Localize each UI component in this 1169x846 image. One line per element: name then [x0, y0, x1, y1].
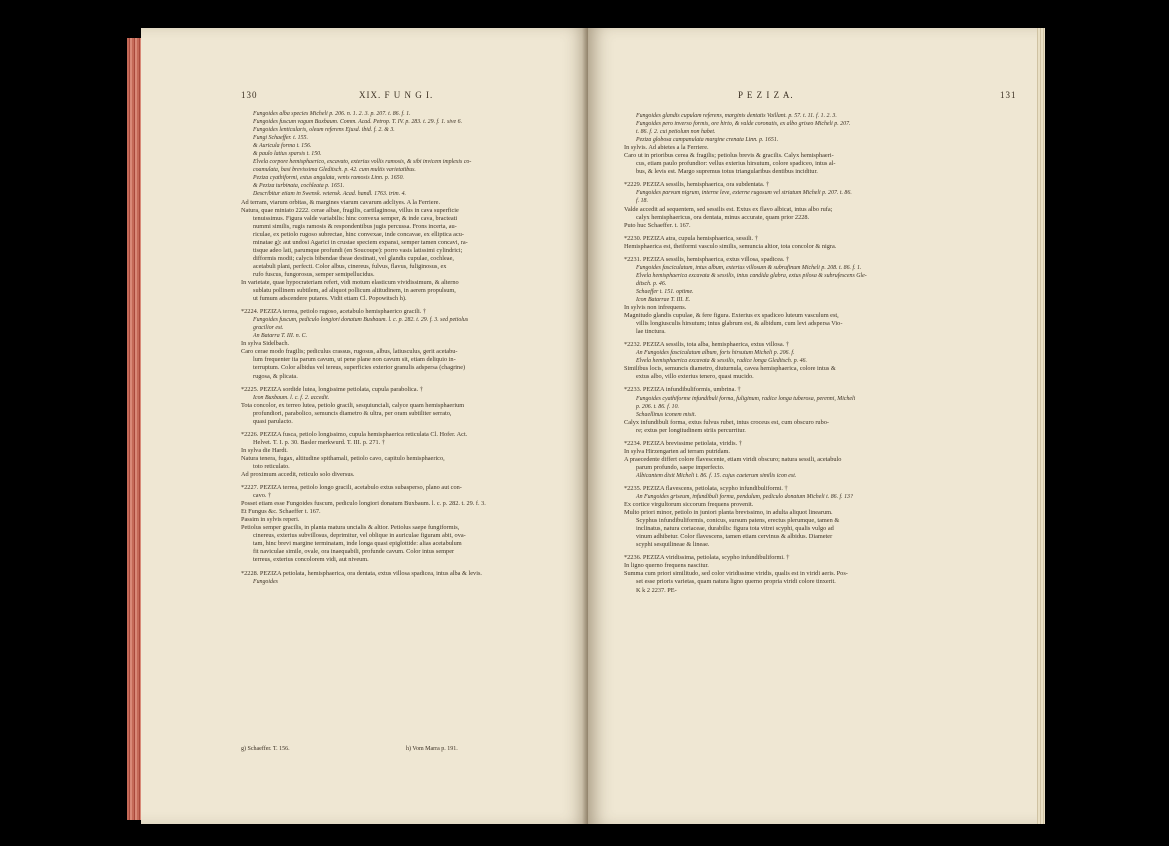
text-line: *2231. PEZIZA sessilis, hemisphaerica, extus villosa, spadicea. † [624, 255, 790, 263]
text-line: ut fumum adscendere putares. Vidit etiam Cl. Popowitsch h). [253, 295, 407, 303]
text-line: coamulata, basi brevissima Gleditsch. p. 42. cum multis varietatibus. [253, 167, 416, 174]
text-line: Schaeffer t. 151. optime. [636, 288, 694, 295]
text-line: & Peziza turbinata, cochleata p. 1651. [253, 183, 345, 190]
text-line: In sylva Hirzengarten ad terram putridam. [624, 447, 730, 455]
text-line: vinum adhibetur. Color flavescens, tamen etiam cervinus & albidus. Diameter [636, 533, 833, 541]
text-line: cus, etiam paulo profundior: vellus exterius hirsutum, colore spadiceo, intus al- [636, 160, 836, 168]
text-line: Peziza globosa campanulata margine crenata Linn. p. 1651. [636, 137, 779, 144]
text-line: cinereus, exterius subvillosus, deprimitur, vel oblique in auriculae figuram abit, ova- [253, 532, 466, 540]
text-line: An Fungoides griseum, infundibuli forma, pendulum, pediculo donatum Micheli t. 86. f. 13? [636, 494, 853, 501]
text-line: Natura, quae miniato 2222. cerae albae, fragilis, cartilaginosa, villus in cava superficie [241, 206, 459, 214]
text-line: profundiori, parabolico, semuncis diametro & ultra, per oram subtiliter serrato, [253, 409, 452, 417]
text-line: Schaellinus iconem misit. [636, 411, 697, 418]
text-line: nummi similis, rugis ramosis & respondentibus jugis percussa. Frons incerta, au- [253, 222, 457, 230]
text-line: Elvela corpore hemisphaerico, excavato, exterius vollis ramosis, & sibi invicem implexis co- [253, 159, 472, 166]
text-line: Fungi Schaeffer. t. 155. [253, 135, 308, 142]
text-line: t. 86. f. 2. cui petiolum non habet. [636, 129, 716, 136]
text-line: *2236. PEZIZA viridissima, petiolata, scypho infundibuliformi. † [624, 554, 790, 562]
left-running-head: XIX. F U N G I. [359, 90, 434, 100]
text-line: In varietate, quae hypocrateriam refert, vidi motum elasticum vividissimum, & alterno [241, 278, 459, 286]
text-line: riculae, ex petiolo rugoso subrectae, hinc convexae, inde concavae, ex elliptica acu- [253, 230, 465, 238]
text-line: In sylvis non infrequens. [624, 304, 687, 312]
text-line: Describitur etiam in Swensk. vetensk. Acad. handl. 1763. trim. 4. [253, 191, 407, 198]
right-page-number: 131 [1000, 90, 1017, 100]
text-line: An Batarra T. III. n. C. [253, 333, 308, 340]
text-line: p. 206. t. 86. f. 10. [636, 403, 680, 410]
text-line: ditsch. p. 46. [636, 280, 667, 287]
text-line: tenuissimus. Figura valde variabilis: hinc convexa semper, & inde cava, bracteati [253, 214, 458, 222]
text-line: gracilior est. [253, 325, 284, 332]
text-line: Caro cerae modo fragilis; pediculus crassus, rugosus, albus, latiusculus, gerit acetabu- [241, 348, 458, 356]
text-line: *2226. PEZIZA fusca, petiolo longissimo, cupula hemisphaerica reticulata Cl. Hofer. Act. [241, 430, 468, 438]
text-line: Albicantem dixit Micheli t. 86. f. 15. cujus caeterum similis icon est. [636, 472, 797, 479]
text-line: Elvela hemisphaerica excavata & sessilis, intus candida glabra, extus pilosa & subrufescens Gle- [636, 272, 867, 279]
left-page-number: 130 [241, 90, 258, 100]
text-line: & Auricula forma t. 156. [253, 143, 312, 150]
text-line: Fungoides parvum nigrum, interne leve, externe rugosum vel striatum Micheli p. 207. t. 86. [636, 190, 852, 197]
text-line: parum profundo, saepe imperfecto. [636, 463, 725, 471]
text-line: *2233. PEZIZA infundibuliformis, umbrina. † [624, 386, 741, 394]
right-text-block [624, 112, 1004, 595]
text-line: Ad terram, viarum orbitas, & margines viarum cavarum adcliyes. A la Ferriere. [241, 198, 441, 206]
text-line: set esse prioris varietas, quam natura ligno querno propria viridi colore tinxerit. [636, 578, 836, 586]
text-line: f. 18. [636, 198, 648, 205]
text-line: *2229. PEZIZA sessilis, hemisphaerica, ora subdentata. † [624, 181, 770, 189]
text-line: Icon Buxbaum. l. c. f. 2. accedit. [253, 394, 330, 401]
text-line: calyx hemisphaericus, ora dentata, minus accurate, quam prior 2228. [636, 213, 810, 221]
open-book [127, 20, 1045, 826]
text-line: Magnitudo glandis cupulae, & fere figura. Exterius ex spadiceo luteum vasculum est, [624, 312, 839, 320]
text-line: Ex cortice virgultorum siccorum frequens provenit. [624, 501, 754, 509]
text-line: Posset etiam esse Fungoides fuscum, pediculo longiori donatum Buxbaum. l. c. p. 282. t. 29. f. 3. [241, 500, 486, 508]
footnote-g: g) Schaeffer. T. 156. [241, 746, 290, 752]
text-line: Et Fungus &c. Schaeffer t. 167. [241, 508, 321, 516]
text-line: Summa cum priori similitudo, sed color viridissime viridis, qualis est in viridi aeris. Pos- [624, 570, 848, 578]
text-line: rufo fuscus, fungorosus, semper semipellucidus. [253, 270, 375, 278]
text-line: Fungoides pero inverso formis, ore hirto, & valde coronatis, ex albo griseo Micheli p. 207. [636, 121, 851, 128]
text-line: tam, hinc brevi margine terminatam, inde longa quasi epiglottide: alias acetabulum [253, 540, 462, 548]
text-line: rugosa, & plicata. [253, 372, 298, 380]
text-line: Calyx infundibuli forma, extus fulvus rubet, intus croceus est, cum obscuro rubo- [624, 418, 829, 426]
text-line: Scyphus infundibuliformis, conicus, sursum patens, erectus plerumque, tamen & [636, 517, 840, 525]
text-line: In sylvis. Ad abietes a la Ferriere. [624, 144, 709, 152]
text-line: K k 2 2237. PE- [636, 586, 677, 594]
text-line: Fungoides alba species Micheli p. 206. n. 1. 2. 3. p. 207. t. 86. f. 1. [253, 111, 411, 117]
text-line: villis longiusculis hirsutum; intus glabrum est, & albidum, cum levi adspersa Vio- [636, 320, 843, 328]
text-line: Puto huc Schaeffer. t. 167. [624, 221, 691, 229]
text-line: Tota concolor, ex terreo lutea, petiolo gracili, sesquiunciali, calyce quam hemisphaerium [241, 401, 465, 409]
text-line: *2225. PEZIZA sordide lutea, longissime petiolata, cupula parabolica. † [241, 385, 423, 393]
text-line: Multo priori minor, petiolo in juniori planta brevissimo, in adulta aliquot linearum. [624, 509, 833, 517]
text-line: *2224. PEZIZA terrea, petiolo rugoso, acetabulo hemisphaerico gracili. † [241, 308, 427, 316]
text-line: Fungoides glandis cupulam referens, marginis dentatis Vaillant. p. 57. t. 11. f. 1. 2. 3. [636, 113, 837, 119]
text-line: Icon Batarrae T. III. E. [636, 296, 691, 303]
text-line: inclinatus, natura coriaceae, durabilis: figura tota vitrei scyphi, qualis vulgo ad [636, 525, 834, 533]
right-running-head: P E Z I Z A. [738, 90, 794, 100]
text-line: Fungoides fuscum vagum Buxbaum. Comm. Acad. Petrop. T. IV. p. 283. t. 29. f. 1. sive 6. [253, 119, 463, 126]
text-line: lum frequenter ita parum cavum, ut pene plane non cavum sit, etiam deliquio in- [253, 356, 456, 364]
text-line: toto reticulato. [253, 462, 290, 470]
text-line: In sylva Sidelbach. [241, 340, 290, 348]
text-line: quasi parulacto. [253, 417, 293, 425]
text-line: Natura tenera, fugax, altitudine spithamali, petiolo cavo, capitulo hemisphaerico, [241, 454, 445, 462]
text-line: terruptum. Color albidus vel tereus, superficies exterior granulis adspersa (chagrine) [253, 364, 466, 372]
text-line: fit naviculae simile, ovale, ora inaequabili, profunde cavum. Color intus semper [253, 548, 455, 556]
text-line: bus, & levis est. Margo supremus totus triangularibus dentibus inciditur. [636, 168, 818, 176]
text-line: re; extus per longitudinem striis percurritur. [636, 426, 746, 434]
text-line: *2232. PEZIZA sessilis, tota alba, hemisphaerica, extus villosa. † [624, 341, 789, 349]
text-line: scyphi sesquilineae & lineae. [636, 541, 710, 549]
text-line: Similibus locis, semuncis diametro, diuturnula, cavea hemisphaerica, colore intus & [624, 365, 836, 373]
text-line: *2230. PEZIZA atra, cupula hemisphaerica, sessili. † [624, 234, 758, 242]
text-line: difformis modii; calycis bibendae theae destinati, vel glandis cupulae, cochleae, [253, 254, 454, 262]
text-line: *2234. PEZIZA brevissime petiolata, viridis. † [624, 439, 742, 447]
text-line: terreus, exterius concolorem vidi, aut niveum. [253, 556, 369, 564]
text-line: *2235. PEZIZA flavescens, petiolata, scypho infundibuliformi. † [624, 484, 788, 492]
text-line: Hemisphaerica est, theiformi vasculo similis, semuncia altior, tota concolor & nigra. [624, 242, 837, 250]
text-line: Ad proximum accedit, reticulo solo diversus. [241, 471, 355, 479]
text-line: minatae g): aut undosi Agarici in crustae speciem expansi, semper tamen concavi, ra- [253, 238, 468, 246]
text-line: Helvet. T. I. p. 30. Basler merkwurd. T. III. p. 271. † [253, 438, 385, 446]
text-line: An Fungoides fasciculatum album, foris hirsutum Micheli p. 206. f. [636, 350, 795, 357]
text-line: lae tinctura. [636, 328, 666, 336]
text-line: *2227. PEZIZA terrea, petiolo longo gracili, acetabulo extus subasperso, plano aut con- [241, 484, 462, 492]
left-text-block [241, 110, 559, 586]
text-line: Elvela hemisphaerica excavata & sessilis, radice longa Gleditsch. p. 46. [636, 358, 807, 365]
text-line: Fungoides fasciculatum, intus album, exterius villosum & subrufinum Micheli p. 208. t. 86. f. 1. [636, 264, 862, 271]
text-line: tisque adeo lati, parumque profundi (en Soucoupe): porro vasis latissimi cylindrici; [253, 246, 463, 254]
right-page [588, 28, 1037, 824]
text-line: sublatu pollinem subtilem, ad aliquot pollicum altitudinem, in aerem propulsum, [253, 287, 456, 295]
text-line: extus albo, villo exterius tenero, quasi mucido. [636, 373, 754, 381]
text-line: Fungoides fuscum, pediculo longiori donatum Buxbaum. l. c. p. 282. t. 29. f. 3. sed petiolus [253, 317, 469, 324]
text-line: Fungoides lenticularis, oleum referens Ejusd. ibid. f. 2. & 3. [253, 127, 395, 134]
text-line: Caro ut in prioribus cerea & fragilis; petiolus brevis & gracilis. Calyx hemisphaeri- [624, 152, 834, 160]
left-page [141, 28, 588, 824]
text-line: cavo. † [253, 492, 272, 500]
footnote-h: h) Vom Marra p. 191. [406, 746, 458, 752]
text-line: Valde accedit ad sequentem, sed sessilis est. Extus ex flavo albicat, intus albo rufa; [624, 205, 833, 213]
text-line: acetabuli plani, perfecti. Color albus, cinereus, fulvus, flavus, fuliginosus, ex [253, 262, 447, 270]
text-line: In sylva die Hardt. [241, 446, 288, 454]
text-line: Petiolus semper gracilis, in planta matura uncialis & altior. Petiolus saepe fungiformis, [241, 524, 460, 532]
text-line: A praecedente differt colore flavescente, etiam viridi obscuro; natura sessili, acetabulo [624, 455, 842, 463]
text-line: Fungoides cyathiforme infundibuli forma, fuliginum, radice longa tuberosa, perenni, Micheli [636, 395, 856, 402]
text-line: Fungoides [253, 578, 278, 585]
text-line: *2228. PEZIZA petiolata, hemisphaerica, ora dentata, extus villosa spadicea, intus alba & levis. [241, 569, 482, 577]
text-line: Peziza cyathiformi, extus angulata, venis ramosis Linn. p. 1650. [253, 175, 405, 182]
text-line: Passim in sylvis reperi. [241, 516, 300, 524]
text-line: & paulo latius sparsis t. 150. [253, 151, 322, 158]
text-line: In ligno quernо frequens nascitur. [624, 562, 709, 570]
